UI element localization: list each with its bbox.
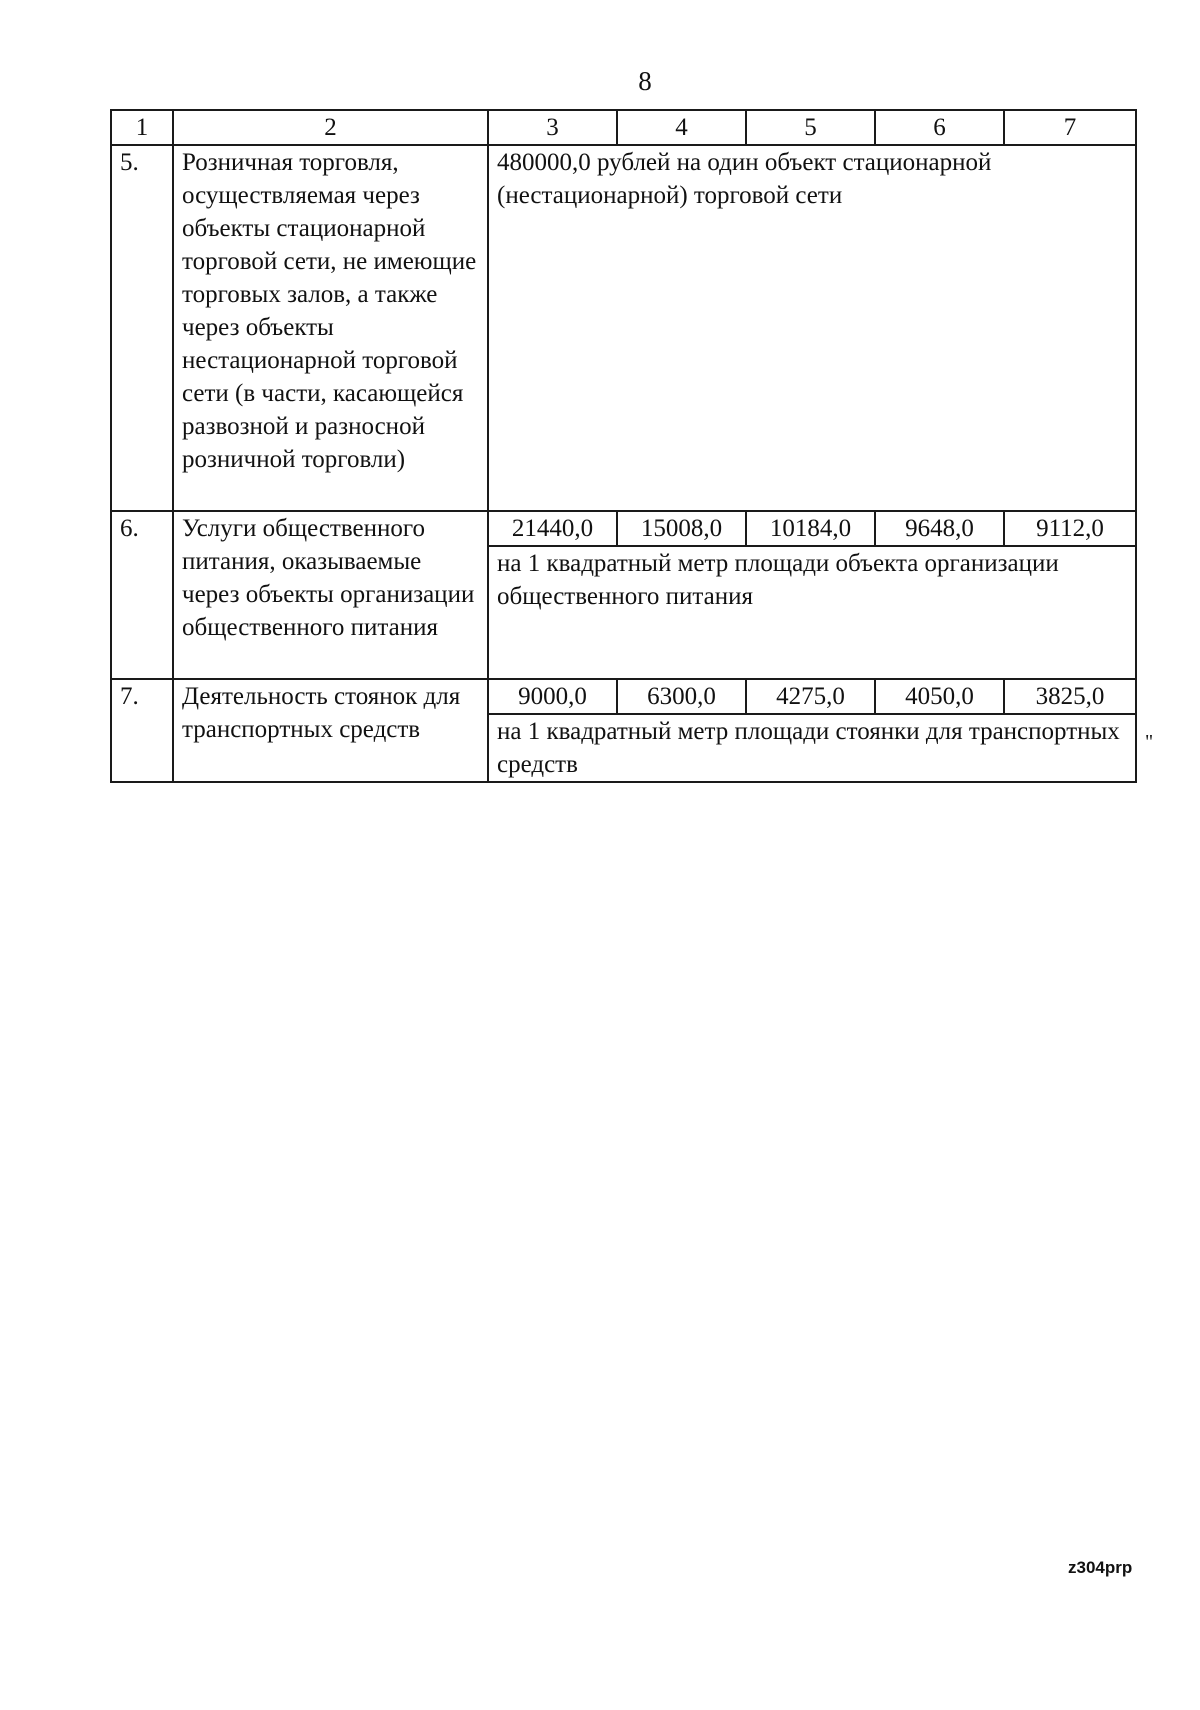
row-number: 6. — [111, 511, 173, 679]
row-number: 5. — [111, 145, 173, 511]
tariff-value: 10184,0 — [746, 511, 875, 546]
table-row — [111, 511, 1136, 546]
tariff-note: на 1 квадратный метр площади объекта организации общественного питания — [488, 546, 1136, 679]
header-cell: 7 — [1004, 110, 1136, 145]
tariff-value: 9648,0 — [875, 511, 1004, 546]
tariff-table — [110, 109, 1137, 783]
tariff-value: 6300,0 — [617, 679, 746, 714]
header-cell: 3 — [488, 110, 617, 145]
tariff-value: 21440,0 — [488, 511, 617, 546]
tariff-note: на 1 квадратный метр площади стоянки для транспортных средств — [488, 714, 1136, 782]
tariff-note: 480000,0 рублей на один объект стационарной (нестационарной) торговой сети — [488, 145, 1136, 511]
activity-cell: Деятельность стоянок для транспортных средств — [173, 679, 488, 782]
header-cell: 4 — [617, 110, 746, 145]
tariff-value: 9112,0 — [1004, 511, 1136, 546]
tariff-value: 3825,0 — [1004, 679, 1136, 714]
table-row — [111, 145, 1136, 511]
activity-cell: Розничная торговля, осуществляемая через объекты стационарной торговой сети, не имеющие торговых залов, а также через объекты нестационарной торговой сети (в части, касающейся развозной и разносной розничной торговли) — [173, 145, 488, 511]
footer-code: z304prp — [1068, 1558, 1133, 1577]
tariff-value: 15008,0 — [617, 511, 746, 546]
header-cell: 2 — [173, 110, 488, 145]
tariff-value: 9000,0 — [488, 679, 617, 714]
table-row — [111, 679, 1136, 714]
row-number: 7. — [111, 679, 173, 782]
tariff-value: 4050,0 — [875, 679, 1004, 714]
closing-quote: " — [1145, 731, 1154, 753]
header-cell: 1 — [111, 110, 173, 145]
activity-cell: Услуги общественного питания, оказываемые через объекты организации общественного питания — [173, 511, 488, 679]
page-number: 8 — [638, 66, 652, 96]
tariff-value: 4275,0 — [746, 679, 875, 714]
header-cell: 5 — [746, 110, 875, 145]
header-cell: 6 — [875, 110, 1004, 145]
table-header-row — [111, 110, 1136, 145]
